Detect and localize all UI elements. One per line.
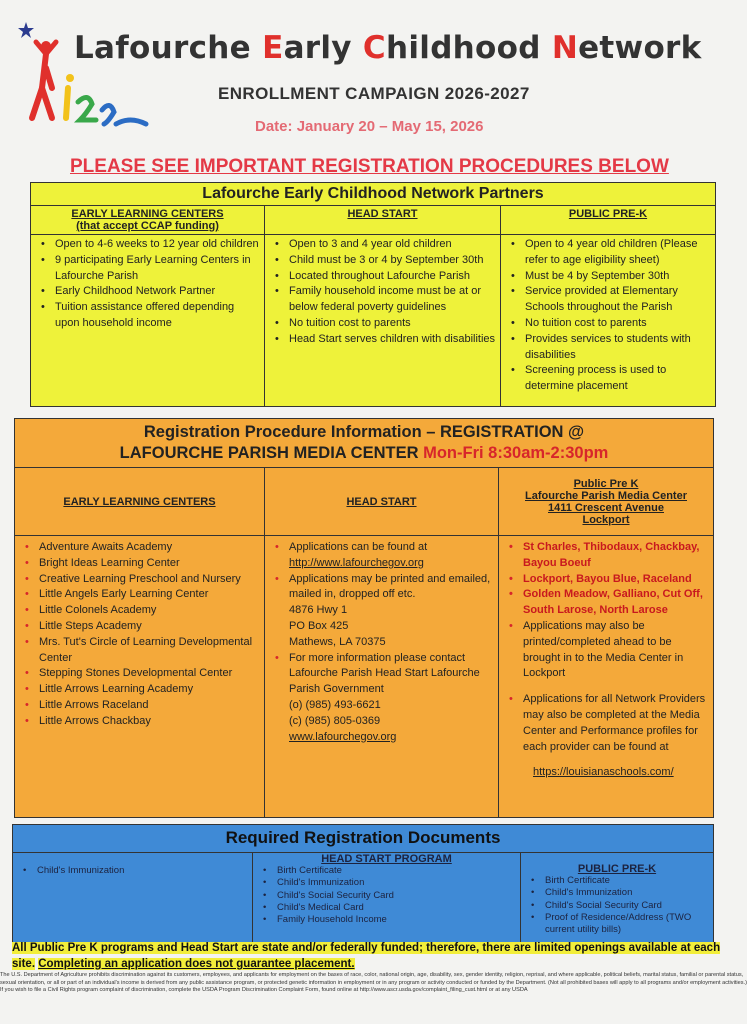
- procedures-banner: PLEASE SEE IMPORTANT REGISTRATION PROCEDURES BELOW: [70, 156, 669, 177]
- documents-col-headstart: [253, 853, 521, 943]
- list-item: • Little Arrows Raceland: [19, 698, 260, 714]
- partners-col-elc: [31, 235, 265, 407]
- campaign-date: Date: January 20 – May 15, 2026: [255, 118, 484, 135]
- list-item: • Must be 4 by September 30th: [505, 269, 711, 285]
- list-item: • Child's Medical Card: [257, 902, 516, 914]
- list-item: • Stepping Stones Developmental Center: [19, 666, 260, 682]
- list-item: • For more information please contact Lafourche Parish Head Start Lafourche Parish Government (o) (985) 493-6621 (c) (985) 805-0369: [269, 651, 494, 730]
- list-item: • Mrs. Tut's Circle of Learning Developmental Center: [19, 635, 260, 667]
- registration-heading: Registration Procedure Information – REGISTRATION @ LAFOURCHE PARISH MEDIA CENTER Mon-Fri 8:30am-2:30pm: [15, 419, 714, 468]
- headstart-info: [265, 536, 499, 818]
- partners-col-prek: [501, 235, 716, 407]
- partners-col-heading-elc: EARLY LEARNING CENTERS (that accept CCAP funding): [31, 206, 265, 235]
- campaign-subtitle: ENROLLMENT CAMPAIGN 2026-2027: [218, 84, 530, 103]
- registration-table: [14, 418, 714, 818]
- list-item: • Lockport, Bayou Blue, Raceland: [503, 572, 709, 588]
- registration-col-heading-headstart: HEAD START: [265, 468, 499, 536]
- list-item: • Bright Ideas Learning Center: [19, 556, 260, 572]
- list-item: • Open to 3 and 4 year old children: [269, 237, 496, 253]
- list-item: • Family Household Income: [257, 914, 516, 926]
- list-item: • Open to 4 year old children (Please refer to age eligibility sheet): [505, 237, 711, 269]
- partners-table: [30, 182, 716, 407]
- list-item: • Applications may also be printed/completed ahead to be brought in to the Media Center in Lockport: [503, 619, 709, 682]
- partners-col-heading-headstart: HEAD START: [265, 206, 501, 235]
- list-item: • Little Angels Early Learning Center: [19, 587, 260, 603]
- partners-col-headstart: [265, 235, 501, 407]
- list-item: • Golden Meadow, Galliano, Cut Off, South Larose, North Larose: [503, 587, 709, 619]
- registration-col-heading-elc: EARLY LEARNING CENTERS: [15, 468, 265, 536]
- list-item: • Child's Immunization: [17, 865, 248, 877]
- documents-col-heading-prek: PUBLIC PRE-K: [577, 863, 657, 875]
- page-title: Lafourche Early Childhood Network: [74, 30, 702, 66]
- address-line: 4876 Hwy 1: [289, 604, 348, 617]
- list-item: • Tuition assistance offered depending upon household income: [35, 300, 260, 332]
- list-item: • Birth Certificate: [257, 865, 516, 877]
- list-item: • Located throughout Lafourche Parish: [269, 269, 496, 285]
- documents-col-elc: [13, 853, 253, 943]
- list-item: • Little Colonels Academy: [19, 603, 260, 619]
- registration-col-heading-prek: Public Pre K Lafourche Parish Media Center 1411 Crescent Avenue Lockport: [499, 468, 714, 536]
- headstart-site-link[interactable]: www.lafourchegov.org: [289, 730, 397, 743]
- documents-table: [12, 824, 714, 943]
- list-item: • Child's Immunization: [525, 887, 709, 899]
- list-item: • Head Start serves children with disabilities: [269, 332, 496, 348]
- partners-col-heading-prek: PUBLIC PRE-K: [501, 206, 716, 235]
- list-item: • Proof of Residence/Address (TWO current utility bills): [525, 912, 709, 937]
- list-item: • Service provided at Elementary Schools throughout the Parish: [505, 284, 711, 316]
- list-item: • 9 participating Early Learning Centers in Lafourche Parish: [35, 253, 260, 285]
- partners-heading: Lafourche Early Childhood Network Partners: [31, 183, 716, 206]
- list-item: • St Charles, Thibodaux, Chackbay, Bayou Boeuf: [503, 540, 709, 572]
- documents-heading: Required Registration Documents: [13, 825, 714, 853]
- phone-cell: (c) (985) 805-0369: [289, 714, 381, 727]
- headstart-apply-link[interactable]: http://www.lafourchegov.org: [289, 556, 424, 569]
- list-item: • Applications for all Network Providers may also be completed at the Media Center and Performance profiles for each provider can be found at: [503, 692, 709, 755]
- list-item: • Adventure Awaits Academy: [19, 540, 260, 556]
- usda-nondiscrimination-statement: The U.S. Department of Agriculture prohibits discrimination against its customers, employees, and applicants for employment on the bases of race, color, national origin, age, disability, sex, gender identity, religion, reprisal, and where applicable, political beliefs, marital status, familial or parental status, sexual orientation, or all or part of an individual's income is derived from any public assistance program, or protected genetic information in employment or in any program or activity conducted or funded by the Department. (Not all prohibited bases will apply to all programs and/or employment activities.) If you wish to file a Civil Rights program complaint of discrimination, complete the USDA Program Discrimination Complaint Form, found online at http://www.ascr.usda.gov/complaint_filing_cust.html or at any USDA: [0, 972, 747, 994]
- list-item: • Open to 4-6 weeks to 12 year old children: [35, 237, 260, 253]
- louisiana-schools-link[interactable]: https://louisianaschools.com/: [533, 766, 674, 779]
- address-line: Mathews, LA 70375: [289, 635, 386, 648]
- list-item: • Family household income must be at or below federal poverty guidelines: [269, 284, 496, 316]
- list-item: • Applications may be printed and emailed, mailed in, dropped off etc. 4876 Hwy 1 PO Box 425 Mathews, LA 70375: [269, 572, 494, 651]
- list-item: • Child must be 3 or 4 by September 30th: [269, 253, 496, 269]
- list-item: • Creative Learning Preschool and Nursery: [19, 572, 260, 588]
- phone-office: (o) (985) 493-6621: [289, 698, 381, 711]
- list-item: • Little Arrows Chackbay: [19, 714, 260, 730]
- list-item: • Child's Social Security Card: [525, 900, 709, 912]
- list-item: • Provides services to students with disabilities: [505, 332, 711, 364]
- list-item: • No tuition cost to parents: [505, 316, 711, 332]
- list-item: • No tuition cost to parents: [269, 316, 496, 332]
- list-item: • Child's Social Security Card: [257, 890, 516, 902]
- address-line: PO Box 425: [289, 619, 349, 632]
- documents-col-prek: [521, 853, 714, 943]
- list-item: • Early Childhood Network Partner: [35, 284, 260, 300]
- centers-list: [15, 536, 265, 818]
- list-item: • Birth Certificate: [525, 875, 709, 887]
- list-item: • Little Arrows Learning Academy: [19, 682, 260, 698]
- prek-info: [499, 536, 714, 818]
- funding-footnote: All Public Pre K programs and Head Start are state and/or federally funded; therefore, there are limited openings available at each site. Completing an application does not guarantee placement.: [12, 942, 721, 970]
- documents-col-heading-headstart: HEAD START PROGRAM: [321, 853, 452, 865]
- list-item: • Child's Immunization: [257, 877, 516, 889]
- list-item: • Little Steps Academy: [19, 619, 260, 635]
- list-item: • Screening process is used to determine placement: [505, 363, 711, 395]
- list-item: • Applications can be found at http://www.lafourchegov.org: [269, 540, 494, 572]
